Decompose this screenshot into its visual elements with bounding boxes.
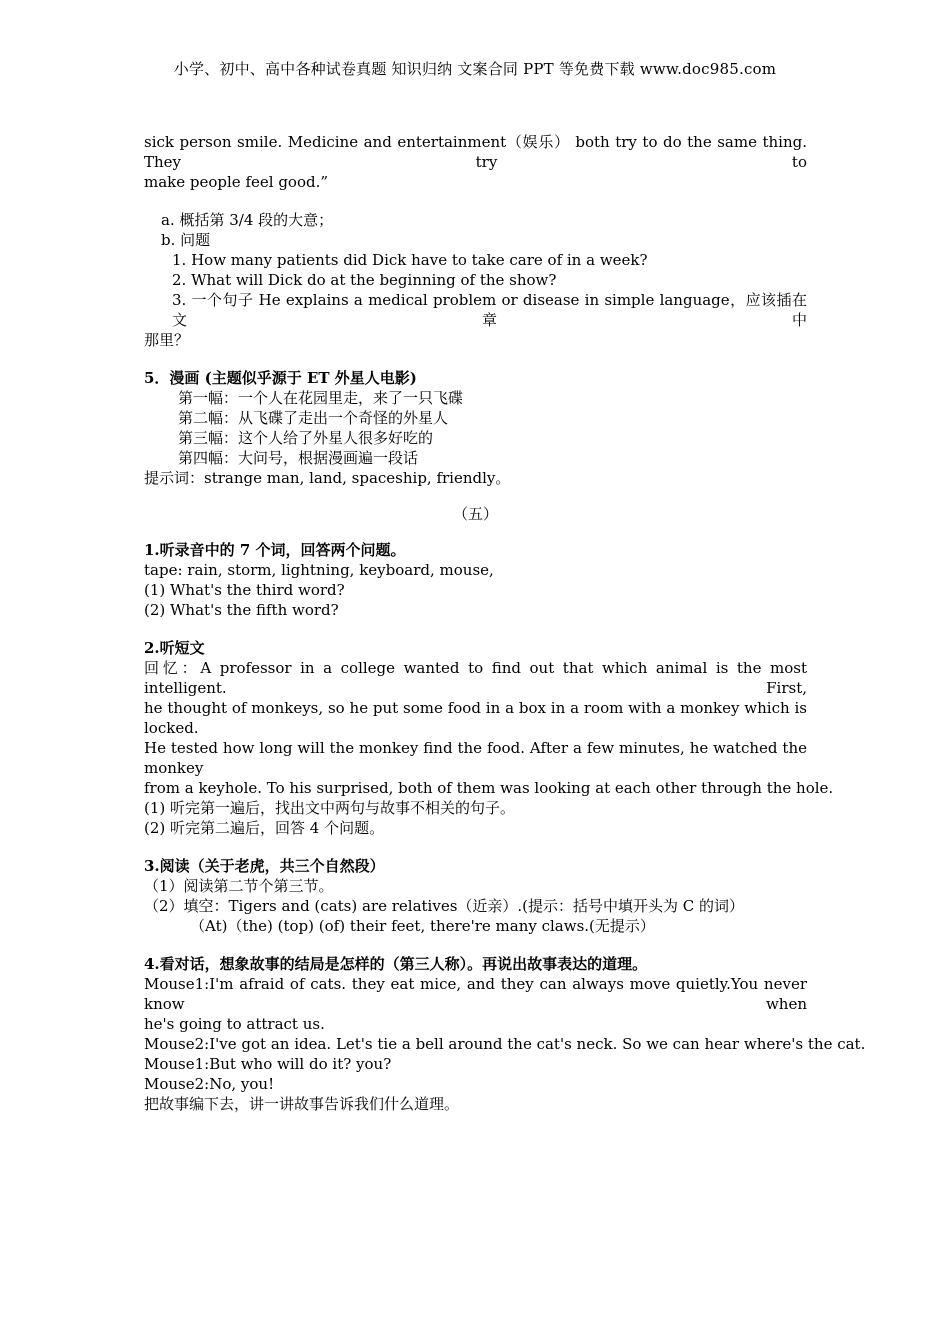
dialogue-line: he's going to attract us. (144, 1015, 325, 1033)
frame-1: 第一幅：一个人在花园里走，来了一只飞碟 (178, 389, 464, 407)
reading-task-2: （2）填空：Tigers and (cats) are relatives（近亲）.(提示：括号中填开头为 C 的词） (144, 897, 745, 915)
section-title: （五） (452, 505, 498, 523)
reading-task-2b: （At)（the) (top) (of) their feet, there're many claws.(无提示） (190, 917, 655, 935)
passage-line: He tested how long will the monkey find the food. After a few minutes, he watched the monkey (144, 739, 807, 777)
frame-4: 第四幅：大问号，根据漫画遍一段话 (178, 449, 419, 467)
dialogue-line: Mouse1:But who will do it? you? (144, 1055, 392, 1073)
document-body (144, 132, 866, 1114)
question-1: 1. How many patients did Dick have to take care of in a week? (172, 251, 648, 269)
listening-question-1: (1) What's the third word? (144, 581, 345, 599)
frame-3: 第三幅：这个人给了外星人很多好吃的 (178, 429, 434, 447)
paragraph-line: sick person smile. Medicine and entertainment（娱乐） both try to do the same thing. They try to (144, 133, 807, 171)
dialogue-line: Mouse1:I'm afraid of cats. they eat mice, and they can always move quietly.You never know when (144, 975, 807, 1013)
tape-words: tape: rain, storm, lightning, keyboard, mouse, (144, 561, 494, 579)
frame-2: 第二幅：从飞碟了走出一个奇怪的外星人 (178, 409, 449, 427)
page-header: 小学、初中、高中各种试卷真题 知识归纳 文案合同 PPT 等免费下载 www.doc985.com (173, 60, 777, 78)
passage-line: from a keyhole. To his surprised, both of them was looking at each other through the hole. (144, 779, 834, 797)
passage-question-1: (1) 听完第一遍后，找出文中两句与故事不相关的句子。 (144, 799, 516, 817)
dialogue-line: Mouse2:I've got an idea. Let's tie a bell around the cat's neck. So we can hear where's the cat. (144, 1035, 866, 1053)
passage-title: 2.听短文 (144, 639, 205, 657)
dialogue-title: 4.看对话，想象故事的结局是怎样的（第三人称）。再说出故事表达的道理。 (144, 955, 648, 973)
dialogue-instruction: 把故事编下去，讲一讲故事告诉我们什么道理。 (144, 1095, 460, 1113)
listening-title: 1.听录音中的 7 个词，回答两个问题。 (144, 541, 406, 559)
passage-line: he thought of monkeys, so he put some food in a box in a room with a monkey which is locked. (144, 699, 807, 737)
reading-task-1: （1）阅读第二节个第三节。 (144, 877, 334, 895)
section-5-title: 5．漫画 (主题似乎源于 ET 外星人电影) (144, 369, 417, 387)
task-a: a. 概括第 3/4 段的大意； (161, 211, 334, 229)
listening-question-2: (2) What's the fifth word? (144, 601, 339, 619)
question-3-cont: 那里？ (144, 331, 190, 349)
task-b: b. 问题 (161, 231, 211, 249)
dialogue-line: Mouse2:No, you! (144, 1075, 275, 1093)
paragraph-line: make people feel good.” (144, 173, 329, 191)
question-3: 3. 一个句子 He explains a medical problem or disease in simple language，应该插在文章中 (172, 291, 807, 329)
question-2: 2. What will Dick do at the beginning of the show? (172, 271, 557, 289)
passage-question-2: (2) 听完第二遍后，回答 4 个问题。 (144, 819, 385, 837)
passage-line: 回忆：A professor in a college wanted to find out that which animal is the most intelligent. First, (144, 659, 807, 697)
hint-words: 提示词：strange man, land, spaceship, friendly。 (144, 469, 511, 487)
reading-title: 3.阅读（关于老虎，共三个自然段） (144, 857, 385, 875)
